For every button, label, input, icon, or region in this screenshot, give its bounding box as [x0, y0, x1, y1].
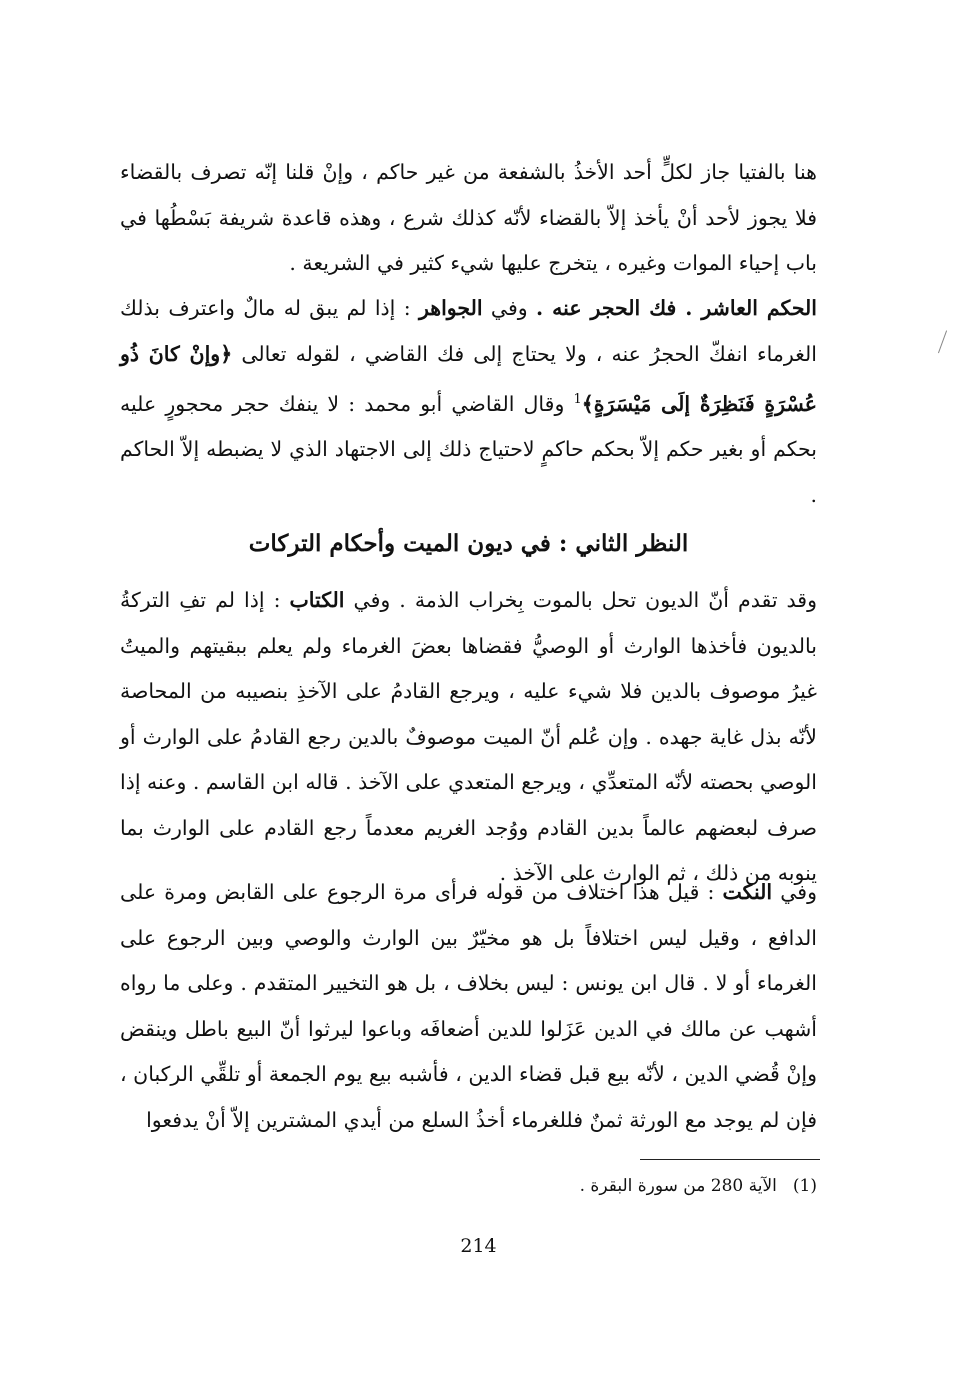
- paragraph-3-text: [120, 578, 817, 897]
- footnote-reference: 1: [573, 392, 582, 407]
- footnote-divider: [640, 1159, 820, 1160]
- paragraph-3-part-a: وقد تقدم أنّ الديون تحل بالموت بِخراب الذمة . وفي: [344, 588, 817, 612]
- paragraph-4: [120, 870, 817, 1143]
- page-number: 214: [460, 1235, 497, 1257]
- footnote-text: الآية 280 من سورة البقرة .: [579, 1176, 777, 1196]
- paragraph-2: [120, 286, 817, 518]
- paragraph-2-part-b: : إذا لم يبق له مالٌ واعترف بذلك الغرماء انفكّ الحجرُ عنه ، ولا يحتاج إلى فك القاضي ، لقوله تعالى: [120, 296, 817, 366]
- section-heading: النظر الثاني : في ديون الميت وأحكام التركات: [248, 530, 689, 557]
- paragraph-4-part-a: وفي: [772, 880, 817, 904]
- paragraph-1-text: هنا بالفتيا جاز لكلٍّ أحد الأخذُ بالشفعة من غير حاكم ، وإنْ قلنا إنّه تصرف بالقضاء فلا يجوز لأحد أنْ يأخذ إلاّ بالقضاء لأنّه كذلك شرع ، وهذه قاعدة شريفة بَسْطُها في باب إحياء الموات وغيره ، يتخرج عليها شيء كثير في الشريعة .: [120, 160, 817, 275]
- paragraph-1: [120, 150, 817, 287]
- source-jawahir: الجواهر: [418, 296, 483, 320]
- paragraph-2-text: [120, 286, 817, 518]
- margin-mark: [938, 330, 948, 353]
- paragraph-2-part-a: وفي: [482, 296, 537, 320]
- paragraph-4-part-b: : قيل هذا اختلاف من قوله فرأى مرة الرجوع على القابض ومرة على الدافع ، وقيل ليس اختلافاً بل هو مخيّرٌ بين الوارث والوصي وبين الرجوع على الغرماء أو لا . قال ابن يونس : ليس بخلاف ، بل هو التخيير المتقدم . وعلى ما رواه أشهب عن مالك في الدين عَزَلوا للدين أضعافَه وباعوا ليرثوا أنّ البيع باطل وينقض وإنْ قُضي الدين ، لأنّه بيع قبل قضاء الدين ، فأشبه بيع يوم الجمعة أو تلقِّي الركبان ، فإن لم يوجد مع الورثة ثمنٌ فللغرماء أخذُ السلع من أيدي المشترين إلاّ أنْ يدفعوا: [120, 880, 817, 1132]
- footnote-number: (1): [792, 1176, 817, 1196]
- paragraph-2-part-c: وقال القاضي أبو محمد : لا ينفك حجر محجورٍ عليه بحكم أو بغير حكم إلاّ بحكم حاكمٍ لاحتياج ذلك إلى الاجتهاد الذي لا يضبطه إلاّ الحاكم .: [120, 391, 817, 507]
- source-nukat: النكت: [722, 880, 773, 904]
- source-kitab: الكتاب: [289, 588, 345, 612]
- paragraph-4-text: [120, 870, 817, 1143]
- paragraph-3-part-b: : إذا لم تفِ التركةُ بالديون فأخذها الوارث أو الوصيُّ فقضاها بعضَ الغرماء ولم يعلم ببقيتهم والميتُ غيرُ موصوف بالدين فلا شيء عليه ، ويرجع القادمُ على الآخذِ بنصيبه من المحاصة لأنّه بذل غاية جهده . وإن عُلم أنّ الميت موصوفٌ بالدين رجع القادمُ على الوارث أو الوصي بحصته لأنّه المتعدِّي ، ويرجع المتعدي على الآخذ . قاله ابن القاسم . وعنه إذا صرف لبعضهم عالماً بدين القادم ووُجد الغريم معدماً رجع القادم على الوارث بما ينوبه من ذلك ، ثم الوارث على الآخذ .: [120, 588, 817, 885]
- paragraph-3: [120, 578, 817, 897]
- footnote: [120, 1168, 817, 1204]
- quran-verse: ﴿وإنْ كانَ ذُو عُسْرَةٍ فَنَظِرَةٌ إلَى مَيْسَرَةٍ﴾: [120, 341, 818, 416]
- ruling-heading: الحكم العاشر . فك الحجر عنه .: [536, 296, 818, 320]
